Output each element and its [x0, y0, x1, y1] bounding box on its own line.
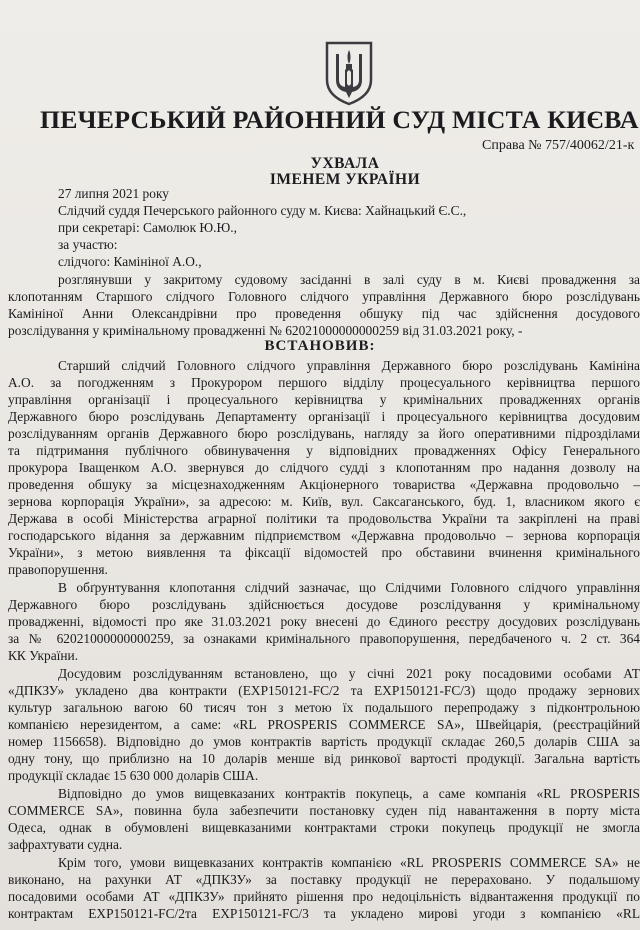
- body-line: продукції складає 15 630 000 доларів США.: [8, 768, 259, 783]
- body-line: «ДПКЗУ» укладено два контракти (EXP150121-FC/2 та EXP150121-FC/3) щодо продажу зернових: [8, 683, 640, 698]
- body-line: Державного бюро розслідувань Департаменту організації і процесуального керівництва досудовим: [8, 409, 640, 424]
- body-line: провадженні, відомості про яке 31.03.2021 року внесені до Єдиного реєстру досудових розслідувань: [8, 614, 640, 629]
- body-line: А.О. за погодженням з Прокурором першого відділу процесуального керівництва першого: [8, 375, 640, 390]
- document-type: УХВАЛА: [310, 155, 380, 172]
- body-line: COMMERCE SA», повинна була забезпечити постановку суден під навантаження в порту міста: [8, 803, 640, 818]
- ruling-date: 27 липня 2021 року: [58, 186, 169, 201]
- body-line: Одеса, однак в обумовлені вищевказаними контрактами строки покупець продукції не змогла: [8, 820, 640, 835]
- body-line: та підтримання публічного обвинувачення у відповідних провадженнях Офісу Генерального: [8, 443, 640, 458]
- body-line: Досудовим розслідуванням встановлено, що у січні 2021 року посадовими особами АТ: [58, 666, 640, 681]
- in-name-of-ukraine: ІМЕНЕМ УКРАЇНИ: [269, 171, 421, 188]
- body-line: одну тону, що приблизно на 10 доларів менше від ринкової вартості продукції. Загальна вартість: [8, 751, 640, 766]
- investigator-line: слідчого: Камініної А.О.,: [58, 254, 202, 269]
- considered-line: розслідування у кримінальному провадженні № 62021000000000259 від 31.03.2021 року, -: [8, 323, 523, 338]
- body-line: виконано, на рахунки АТ «ДПКЗУ» за поставку продукції не перераховано. У подальшому: [8, 872, 640, 887]
- body-line: правопорушення.: [8, 562, 108, 577]
- body-line: Державного бюро розслідувань здійснюється досудове розслідування у кримінальному: [8, 597, 640, 612]
- body-line: компанією нерезидентом, а саме: «RL PROSPERIS COMMERCE SA», Швейцарія, (реєстраційний: [8, 717, 640, 732]
- participation-line: за участю:: [58, 237, 118, 252]
- body-line: за № 62021000000000259, за ознаками кримінального правопорушення, передбаченого ч. 2 ст. 364: [8, 631, 640, 646]
- body-line: В обґрунтування клопотання слідчий зазначає, що Слідчими Головного слідчого управління: [58, 580, 640, 595]
- body-line: розслідуванням органів Державного бюро розслідувань, нагляду за його оперативними підрозділами: [8, 426, 640, 441]
- body-line: культур загальною вагою 60 тисяч тон з метою їх подальшого перепродажу з підконтрольною: [8, 700, 640, 715]
- body-line: зернова корпорація України», за адресою: м. Київ, вул. Саксаганського, буд. 1, власником якого є: [8, 494, 640, 509]
- body-line: проведення обшуку за місцезнаходженням Акціонерного товариства «Державна продовольчо –: [8, 477, 640, 492]
- body-line: управління організації і процесуального керівництва у кримінальних провадженнях органів: [8, 392, 640, 407]
- body-line: посадовими особами АТ «ДПКЗУ» прийнято рішення про недоцільність відвантаження продукції по: [8, 889, 640, 904]
- body-line: Старший слідчий Головного слідчого управління Державного бюро розслідувань Камініна: [58, 358, 640, 373]
- considered-line: розглянувши у закритому судовому засіданні в залі суду в м. Києві провадження за: [58, 272, 640, 287]
- considered-line: Камініної Анни Олександрівни про проведення обшуку під час здійснення досудового: [8, 306, 640, 321]
- judge-line: Слідчий суддя Печерського районного суду м. Києва: Хайнацький Є.С.,: [58, 203, 467, 218]
- trident-coat-of-arms-icon: [324, 40, 374, 106]
- body-line: прокурора Іващенком А.О. звернувся до слідчого судді з клопотанням про надання дозволу на: [8, 460, 640, 475]
- body-line: Держава в особі Міністерства аграрної політики та продовольства України та закріплені на праві: [8, 511, 640, 526]
- court-name: ПЕЧЕРСЬКИЙ РАЙОННИЙ СУД МІСТА КИЄВА: [40, 105, 639, 134]
- body-line: контрактам EXP150121-FC/2та EXP150121-FC/3 та укладено мирові угоди з компанією «RL: [8, 906, 640, 921]
- body-line: номер 1156658). Відповідно до умов контрактів вартість продукції складає 260,5 доларів США за: [8, 734, 640, 749]
- body-line: Крім того, умови вищевказаних контрактів компанією «RL PROSPERIS COMMERCE SA» не: [58, 855, 640, 870]
- considered-line: клопотанням Старшого слідчого Головного слідчого управління Державного бюро розслідувань: [8, 289, 640, 304]
- body-line: України», з метою виявлення та фіксації відомостей про обставини вчинення кримінального: [8, 545, 640, 560]
- case-number: Справа № 757/40062/21-к: [482, 138, 635, 153]
- body-line: Відповідно до умов вищевказаних контрактів покупець, а саме компанія «RL PROSPERIS: [58, 786, 640, 801]
- secretary-line: при секретарі: Самолюк Ю.Ю.,: [58, 220, 237, 235]
- body-line: господарського відання за державним підприємством «Державна продовольчо – зернова корпорація: [8, 528, 640, 543]
- body-line: КК України.: [8, 648, 79, 663]
- body-line: зафрахтувати судна.: [8, 837, 123, 852]
- established-heading: ВСТАНОВИВ:: [264, 338, 376, 354]
